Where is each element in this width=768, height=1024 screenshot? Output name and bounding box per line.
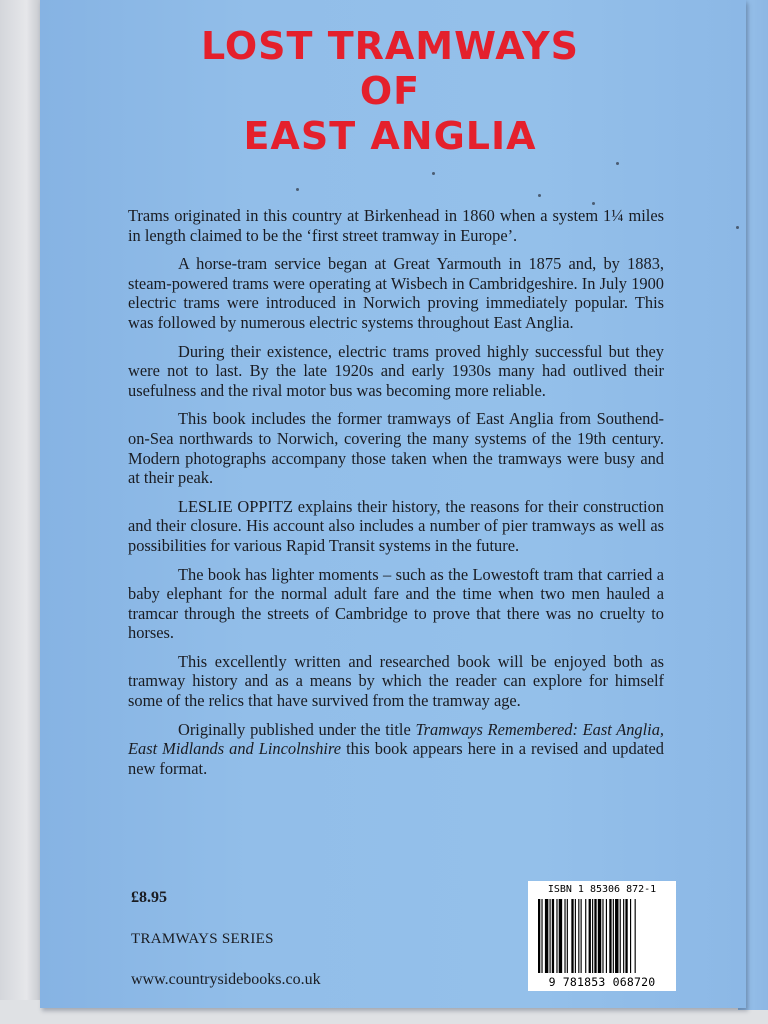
barcode-digits: 9 781853 068720 (548, 975, 656, 989)
barcode-bar (615, 899, 618, 973)
barcode-bar (592, 899, 593, 973)
book-title (40, 24, 740, 159)
barcode-bar (609, 899, 611, 973)
cover-speck (592, 202, 595, 205)
barcode-bar (635, 899, 636, 973)
barcode-bar (585, 899, 586, 973)
blurb-paragraph: The book has lighter moments – such as the Lowestoft tram that carried a baby elephant for the normal adult fare and the time when two men hauled a tramcar through the streets of Cambridge to prove that there was no cruelty to horses. (128, 564, 664, 643)
cover-speck (616, 162, 619, 165)
isbn-barcode (528, 881, 676, 991)
barcode-bar (550, 899, 551, 973)
original-title: Tramways Remembered: East Anglia, East Midlands and Lincolnshire (128, 719, 665, 759)
final-tail: this book appears here in a revised and updated new format. (128, 739, 664, 778)
price-label: £8.95 (131, 889, 167, 906)
series-label: TRAMWAYS SERIES (131, 931, 274, 947)
barcode-bar (602, 899, 603, 973)
title-line-2: OF (359, 69, 421, 113)
barcode-bar (575, 899, 576, 973)
publisher-website: www.countrysidebooks.co.uk (131, 971, 321, 988)
barcode-bar (559, 899, 562, 973)
final-lead: Originally published under the title (178, 719, 416, 739)
barcode-bars (538, 899, 666, 973)
barcode-bar (545, 899, 548, 973)
blurb-paragraph: LESLIE OPPITZ explains their history, the reasons for their construction and their closure. His account also includes a number of pier tramways as well as possibilities for various Rapid Transit systems in the future. (128, 496, 664, 555)
blurb-paragraph: Trams originated in this country at Birkenhead in 1860 when a system 1¼ miles in length claimed to be the ‘first street tramway in Europe’. (128, 206, 664, 245)
barcode-bar (594, 899, 596, 973)
blurb-paragraph: This excellently written and researched book will be enjoyed both as tramway history and as a means by which the reader can explore for himself some of the relics that have survived from the tramway age. (128, 651, 664, 711)
barcode-bar (625, 899, 627, 973)
barcode-bar (541, 899, 542, 973)
barcode-bar (589, 899, 591, 973)
blurb-paragraph-final (128, 720, 664, 779)
barcode-bar (571, 899, 573, 973)
isbn-label: ISBN 1 85306 872-1 (547, 884, 657, 895)
barcode-bar (620, 899, 621, 973)
barcode-bar (581, 899, 582, 973)
barcode-bar (606, 899, 607, 973)
cover-speck (736, 226, 739, 229)
barcode-bar (564, 899, 565, 973)
title-line-1: LOST TRAMWAYS (201, 24, 579, 68)
barcode-bar (578, 899, 579, 973)
barcode-bar (613, 899, 614, 973)
barcode-bar (623, 899, 624, 973)
barcode-bar (556, 899, 557, 973)
barcode-bar (567, 899, 568, 973)
blurb-paragraph: A horse-tram service began at Great Yarmouth in 1875 and, by 1883, steam-powered trams were operating at Wisbech in Cambridgeshire. In July 1900 electric trams were introduced in Norwich proving immediately popular. This was followed by numerous electric systems throughout East Anglia. (128, 254, 664, 332)
cover-speck (432, 172, 435, 175)
barcode-bar (630, 899, 631, 973)
title-line-3: EAST ANGLIA (243, 114, 537, 158)
barcode-bar (598, 899, 601, 973)
barcode-bar (538, 899, 540, 973)
blurb-paragraph: This book includes the former tramways of East Anglia from Southend-on-Sea northwards to Norwich, covering the many systems of the 19th century. Modern photographs accompany those taken when the tramways were busy and at their peak. (128, 409, 664, 488)
cover-speck (538, 194, 541, 197)
blurb-text (128, 206, 664, 787)
barcode-bar (552, 899, 554, 973)
background-surface (0, 0, 44, 1024)
blurb-paragraph: During their existence, electric trams proved highly successful but they were not to last. By the late 1920s and early 1930s many had outlived their usefulness and the rival motor bus was becoming more reliable. (128, 341, 664, 400)
cover-speck (296, 188, 299, 191)
